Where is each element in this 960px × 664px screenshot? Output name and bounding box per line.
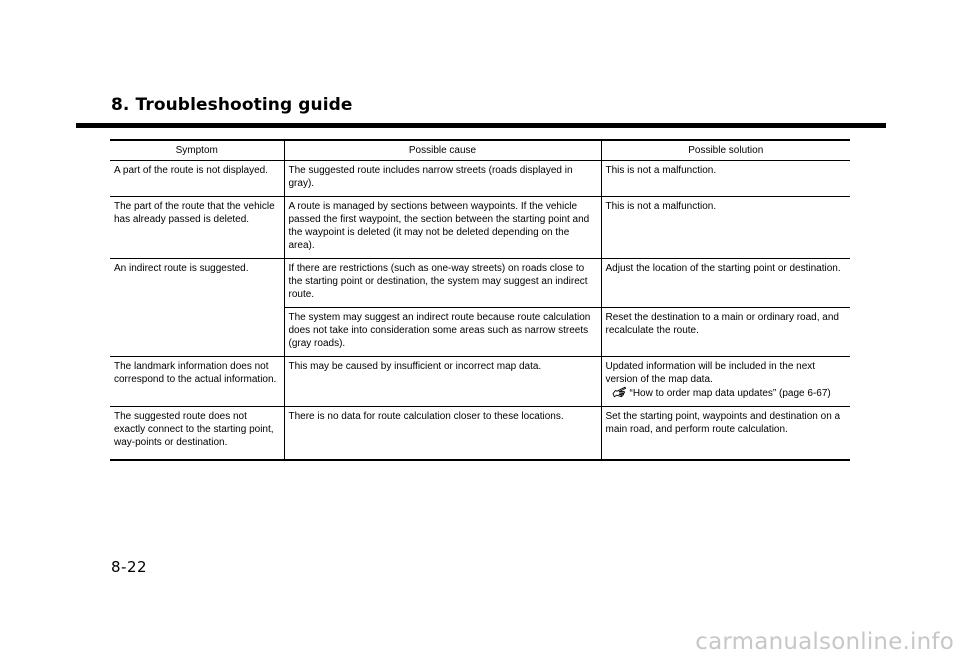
cause-cell: This may be caused by insufficient or incorrect map data.	[284, 357, 601, 407]
symptom-cell: The suggested route does not exactly connect to the starting point, way-points or destination.	[110, 407, 284, 461]
cause-cell: The system may suggest an indirect route because route calculation does not take into consideration some areas such as narrow streets (gray roads).	[284, 308, 601, 357]
page-reference	[606, 386, 848, 400]
page-number: 8-22	[111, 558, 148, 576]
cause-cell: There is no data for route calculation closer to these locations.	[284, 407, 601, 461]
solution-cell: This is not a malfunction.	[601, 161, 850, 197]
troubleshooting-table	[110, 139, 850, 461]
table-row	[110, 197, 850, 259]
column-header-symptom: Symptom	[110, 140, 284, 161]
column-header-solution: Possible solution	[601, 140, 850, 161]
table-row	[110, 259, 850, 308]
watermark: carmanualsonline.info	[695, 629, 954, 655]
reference-hand-icon	[612, 386, 626, 398]
solution-cell: Adjust the location of the starting point or destination.	[601, 259, 850, 308]
table-row	[110, 407, 850, 461]
solution-text: Updated information will be included in the next version of the map data.	[605, 361, 816, 385]
solution-cell	[601, 357, 850, 407]
reference-text: “How to order map data updates” (page 6-67)	[629, 388, 831, 399]
symptom-cell: An indirect route is suggested.	[110, 259, 284, 357]
solution-cell: Reset the destination to a main or ordinary road, and recalculate the route.	[601, 308, 850, 357]
symptom-cell: A part of the route is not displayed.	[110, 161, 284, 197]
solution-cell: Set the starting point, waypoints and destination on a main road, and perform route calculation.	[601, 407, 850, 461]
cause-cell: If there are restrictions (such as one-way streets) on roads close to the starting point or destination, the system may suggest an indirect route.	[284, 259, 601, 308]
table-row	[110, 357, 850, 407]
title-rule	[76, 123, 886, 128]
cause-cell: The suggested route includes narrow streets (roads displayed in gray).	[284, 161, 601, 197]
cause-cell: A route is managed by sections between waypoints. If the vehicle passed the first waypoint, the section between the starting point and the waypoint is deleted (it may not be deleted depending on the area).	[284, 197, 601, 259]
solution-cell: This is not a malfunction.	[601, 197, 850, 259]
column-header-cause: Possible cause	[284, 140, 601, 161]
table-header-row	[110, 140, 850, 161]
symptom-cell: The landmark information does not correspond to the actual information.	[110, 357, 284, 407]
section-title: 8. Troubleshooting guide	[111, 95, 353, 115]
symptom-cell: The part of the route that the vehicle has already passed is deleted.	[110, 197, 284, 259]
table-row	[110, 161, 850, 197]
